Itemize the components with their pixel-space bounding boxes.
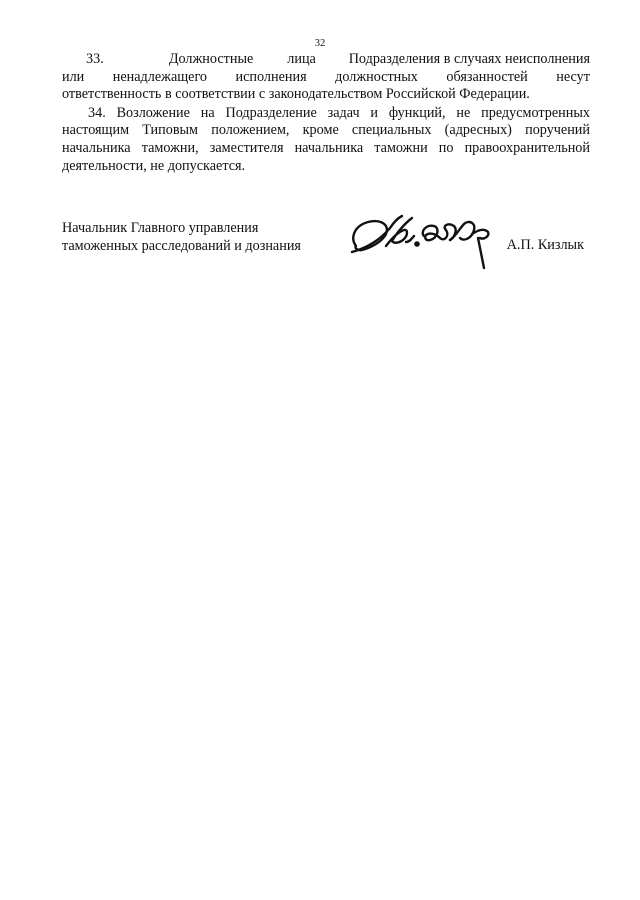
- paragraph-word: несут: [556, 68, 590, 85]
- paragraph-word: исполнения: [235, 68, 307, 85]
- signatory-title-line-1: Начальник Главного управления: [62, 220, 259, 236]
- paragraph-34-line-1: [62, 105, 590, 123]
- paragraph-33-line-1: [62, 51, 590, 69]
- paragraph-34-line-4: деятельности, не допускается.: [62, 157, 246, 174]
- paragraph-text: 34. Возложение на Подразделение задач и функций, не предусмотренных: [88, 104, 590, 121]
- paragraph-33: [62, 51, 590, 104]
- signatory-title: [62, 220, 301, 256]
- paragraph-word: должностных: [335, 68, 418, 85]
- signatory-title-line-2: таможенных расследований и дознания: [62, 237, 301, 254]
- paragraph-34-line-3: начальника таможни, заместителя начальника таможни по правоохранительной: [62, 139, 590, 156]
- paragraph-34: [62, 105, 590, 175]
- paragraph-word: или: [62, 68, 85, 85]
- page-number: 32: [314, 38, 326, 49]
- paragraph-34-line-2: настоящим Типовым положением, кроме специальных (адресных) поручений: [62, 122, 590, 139]
- paragraph-text: Подразделения в случаях неисполнения: [348, 51, 590, 67]
- handwritten-signature: [346, 208, 496, 278]
- paragraph-number: 33.: [86, 51, 104, 67]
- signatory-name: А.П. Кизлык: [506, 237, 584, 253]
- paragraph-33-line-3: ответственность в соответствии с законодательством Российской Федерации.: [62, 86, 530, 103]
- paragraph-word: обязанностей: [446, 68, 528, 85]
- paragraph-33-line-2: [62, 69, 590, 87]
- paragraph-word: ненадлежащего: [112, 68, 208, 85]
- document-body: [62, 51, 590, 175]
- signature-block: [62, 220, 590, 290]
- paragraph-word: Должностные лица: [168, 51, 316, 67]
